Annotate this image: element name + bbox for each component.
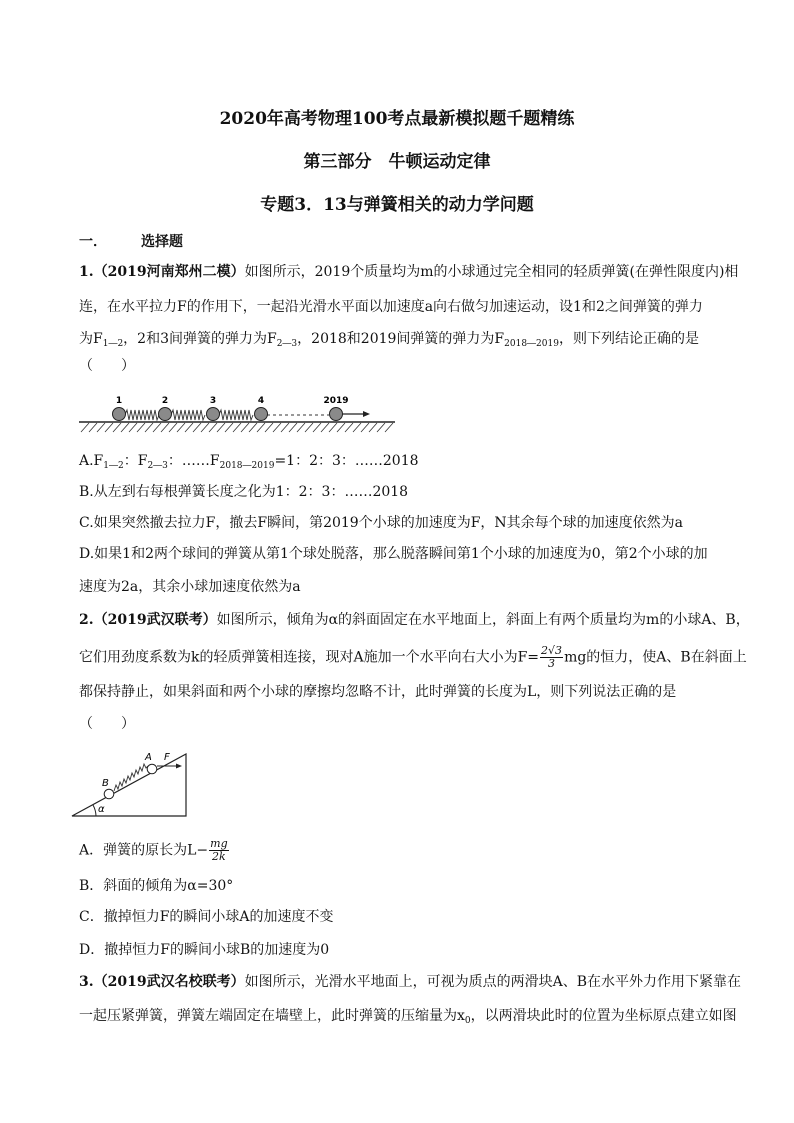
q1-text-3d: ，则下列结论正确的是 xyxy=(558,331,699,347)
q1-opt-a-text-d: =1：2：3：……2018 xyxy=(274,453,419,469)
q2-line-1 xyxy=(79,610,750,630)
q1-source: （2019河南郑州二模） xyxy=(93,264,245,280)
q1-ball-4 xyxy=(255,408,268,421)
q2-option-d: D．撤掉恒力F的瞬间小球B的加速度为0 xyxy=(79,942,330,958)
q2-ball-a xyxy=(147,764,157,774)
q1-ball-2019 xyxy=(330,408,343,421)
q3-sub-0: 0 xyxy=(464,1016,471,1026)
q1-spring-3 xyxy=(219,410,253,420)
q3-line-2 xyxy=(79,1006,737,1031)
q1-force-arrowhead xyxy=(363,411,370,417)
q1-fig-label-3: 3 xyxy=(209,396,217,406)
q1-number: 1. xyxy=(79,264,94,280)
q1-fig-label-2: 2 xyxy=(161,396,169,406)
q3-line-1 xyxy=(79,972,741,992)
q1-line-1 xyxy=(79,262,739,282)
q2-text-1: 如图所示，倾角为α的斜面固定在水平地面上，斜面上有两个质量均为m的小球A、B， xyxy=(216,612,750,628)
q1-option-d-line-1: D.如果1和2两个球间的弹簧从第1个球处脱落，那么脱落瞬间第1个小球的加速度为0，第2个小球的加 xyxy=(79,546,708,562)
q1-ball-3 xyxy=(207,408,220,421)
q2-number: 2. xyxy=(79,612,94,628)
q1-opt-a-sub-2: 2―3 xyxy=(147,461,168,471)
q1-opt-a-text-c: ：……F xyxy=(167,453,220,469)
q1-fig-label-4: 4 xyxy=(257,396,265,406)
q2-text-2b: mg的恒力，使A、B在斜面上 xyxy=(564,649,747,666)
q3-source: （2019武汉名校联考） xyxy=(93,974,245,990)
document-title: 2020年高考物理100考点最新模拟题千题精练 xyxy=(219,109,575,129)
q1-fig-label-2019: 2019 xyxy=(323,396,349,406)
q2-option-a xyxy=(79,838,719,863)
q2-label-f: F xyxy=(164,752,170,763)
q2-source: （2019武汉联考） xyxy=(93,612,217,628)
q1-opt-a-sub-3: 2018―2019 xyxy=(219,461,275,471)
q1-option-b: B.从左到右每根弹簧长度之化为1：2：3：……2018 xyxy=(79,484,409,500)
q1-spring-balls-figure xyxy=(79,392,399,440)
q2-opt-a-den: 2k xyxy=(212,850,226,863)
q1-fig-label-1: 1 xyxy=(115,396,123,406)
q1-ball-2 xyxy=(159,408,172,421)
q2-option-b: B．斜面的倾角为α=30° xyxy=(79,878,234,894)
q2-force-fraction xyxy=(540,645,563,670)
q2-option-c: C．撤掉恒力F的瞬间小球A的加速度不变 xyxy=(79,909,334,925)
q2-label-b: B xyxy=(102,778,109,789)
section-heading xyxy=(79,231,183,251)
q2-alpha-label: α xyxy=(98,804,105,815)
q1-line-3 xyxy=(79,329,719,354)
topic-title: 专题3．13与弹簧相关的动力学问题 xyxy=(260,195,534,215)
section-name: 选择题 xyxy=(141,234,183,250)
q2-opt-a-text: A．弹簧的原长为L− xyxy=(79,842,209,859)
q1-spring-2 xyxy=(171,410,205,420)
q3-text-2b: ，以两滑块此时的位置为坐标原点建立如图 xyxy=(470,1008,737,1024)
q1-option-d-line-2: 速度为2a，其余小球加速度依然为a xyxy=(79,579,301,595)
q1-sub-2: 2―3 xyxy=(276,339,298,349)
q3-text-1: 如图所示，光滑水平地面上，可视为质点的两滑块A、B在水平外力作用下紧靠在 xyxy=(244,974,741,990)
q2-incline-figure xyxy=(70,748,190,820)
q1-text-3c: ，2018和2019间弹簧的弹力为F xyxy=(297,331,505,347)
q1-opt-a-text-a: A.F xyxy=(79,453,104,469)
q1-ground-hatch xyxy=(81,423,393,432)
q1-opt-a-text-b: ：F xyxy=(123,453,148,469)
q2-line-2 xyxy=(79,644,747,670)
q2-label-a: A xyxy=(145,752,152,763)
q1-text-3a: 为F xyxy=(79,331,103,347)
q1-sub-1: 1―2 xyxy=(102,339,124,349)
q1-answer-paren: （ ） xyxy=(79,358,135,374)
q1-opt-a-sub-1: 1―2 xyxy=(103,461,124,471)
q1-line-2: 连，在水平拉力F的作用下，一起沿光滑水平面以加速度a向右做匀加速运动，设1和2之间弹簧的弹力 xyxy=(79,299,703,315)
section-number: 一． xyxy=(79,234,107,250)
q3-text-2a: 一起压紧弹簧，弹簧左端固定在墙壁上，此时弹簧的压缩量为x xyxy=(79,1008,465,1024)
q1-ball-1 xyxy=(113,408,126,421)
q1-text-1: 如图所示，2019个质量均为m的小球通过完全相同的轻质弹簧(在弹性限度内)相 xyxy=(244,264,739,280)
q2-force-arrowhead xyxy=(176,764,182,769)
q1-spring-1 xyxy=(125,410,159,420)
q3-number: 3. xyxy=(79,974,94,990)
q2-opt-a-num: mg xyxy=(210,837,228,850)
q2-frac-den: 3 xyxy=(548,657,556,670)
part-title: 第三部分 牛顿运动定律 xyxy=(303,152,491,172)
q2-text-2a: 它们用劲度系数为k的轻质弹簧相连接，现对A施加一个水平向右大小为F= xyxy=(79,649,540,666)
q2-line-3: 都保持静止，如果斜面和两个小球的摩擦均忽略不计，此时弹簧的长度为L，则下列说法正确的是 xyxy=(79,684,677,700)
q2-frac-num: 2√3 xyxy=(541,644,563,657)
q1-sub-3: 2018―2019 xyxy=(504,339,559,349)
q2-incline-triangle xyxy=(72,754,186,816)
q2-opt-a-fraction xyxy=(209,838,228,863)
q1-text-3b: ，2和3间弹簧的弹力为F xyxy=(123,331,277,347)
q1-option-c: C.如果突然撤去拉力F，撤去F瞬间，第2019个小球的加速度为F，N其余每个球的加速度依然为a xyxy=(79,515,684,531)
q2-ball-b xyxy=(104,789,114,799)
q2-angle-arc xyxy=(93,805,96,816)
q1-option-a xyxy=(79,451,719,476)
q2-answer-paren: （ ） xyxy=(79,716,135,732)
